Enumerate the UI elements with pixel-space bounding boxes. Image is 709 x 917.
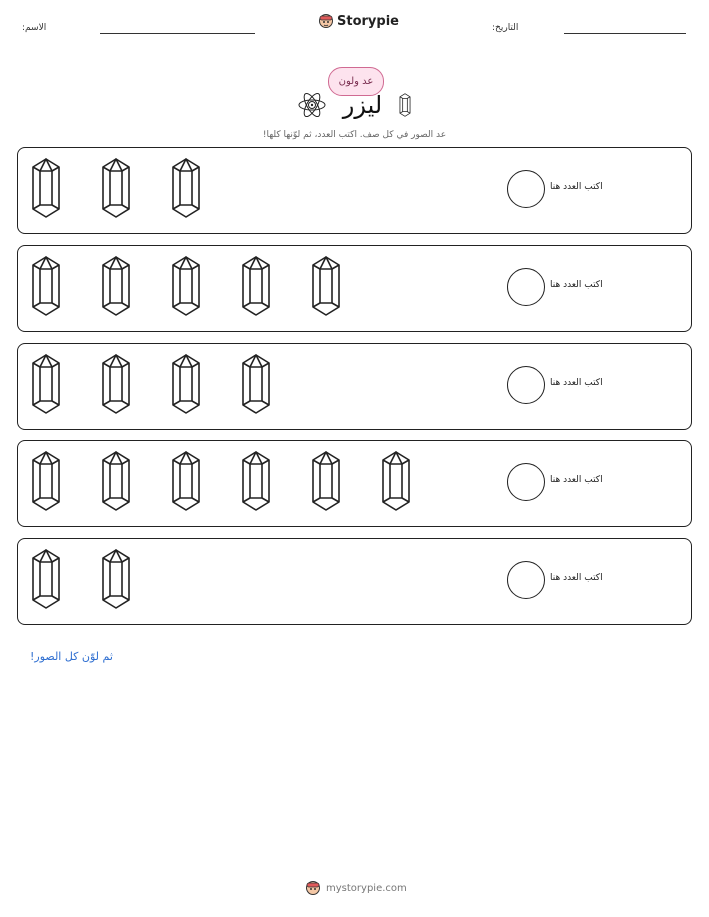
name-field-line[interactable] (100, 33, 255, 34)
crystal-group (28, 548, 134, 610)
crystal-icon (28, 255, 64, 317)
crystal-icon (168, 450, 204, 512)
answer-circle[interactable] (507, 463, 545, 501)
date-field-line[interactable] (564, 33, 686, 34)
crystal-icon (98, 353, 134, 415)
answer-label: اكتب العدد هنا (550, 475, 603, 485)
answer-label: اكتب العدد هنا (550, 182, 603, 192)
crystal-icon (378, 450, 414, 512)
count-and-color-badge: عد ولون (328, 67, 384, 96)
page-title: ليزر (342, 91, 383, 119)
atom-icon (297, 90, 327, 120)
crystal-group (28, 353, 274, 415)
count-row-1 (17, 147, 692, 234)
crystal-icon (28, 450, 64, 512)
crystal-icon (238, 450, 274, 512)
footer-brand (305, 880, 407, 896)
crystal-icon (398, 90, 412, 120)
crystal-icon (238, 255, 274, 317)
answer-circle[interactable] (507, 170, 545, 208)
brand-name: Storypie (337, 13, 399, 29)
brand-logo (318, 13, 399, 29)
answer-circle[interactable] (507, 268, 545, 306)
crystal-icon (98, 157, 134, 219)
crystal-group (28, 157, 204, 219)
crystal-icon (28, 353, 64, 415)
date-label: التاريخ: (492, 23, 519, 33)
answer-circle[interactable] (507, 561, 545, 599)
answer-label: اكتب العدد هنا (550, 280, 603, 290)
crystal-icon (28, 548, 64, 610)
crystal-group (28, 450, 414, 512)
crystal-icon (168, 157, 204, 219)
storypie-mascot-icon (318, 13, 334, 29)
crystal-icon (98, 450, 134, 512)
count-row-4 (17, 440, 692, 527)
instructions: عد الصور في كل صف. اكتب العدد، ثم لوّنها كلها! (262, 130, 447, 140)
crystal-icon (308, 255, 344, 317)
crystal-group (28, 255, 344, 317)
color-all-note: ثم لوّن كل الصور! (30, 650, 113, 663)
answer-circle[interactable] (507, 366, 545, 404)
crystal-icon (308, 450, 344, 512)
storypie-mascot-icon (305, 880, 321, 896)
crystal-icon (98, 255, 134, 317)
count-row-5 (17, 538, 692, 625)
name-label: الاسم: (22, 23, 47, 33)
title-row (0, 90, 709, 120)
crystal-icon (168, 255, 204, 317)
crystal-icon (238, 353, 274, 415)
answer-label: اكتب العدد هنا (550, 573, 603, 583)
crystal-icon (28, 157, 64, 219)
count-row-3 (17, 343, 692, 430)
crystal-icon (168, 353, 204, 415)
crystal-icon (98, 548, 134, 610)
count-row-2 (17, 245, 692, 332)
answer-label: اكتب العدد هنا (550, 378, 603, 388)
footer-url: mystorypie.com (326, 882, 407, 894)
